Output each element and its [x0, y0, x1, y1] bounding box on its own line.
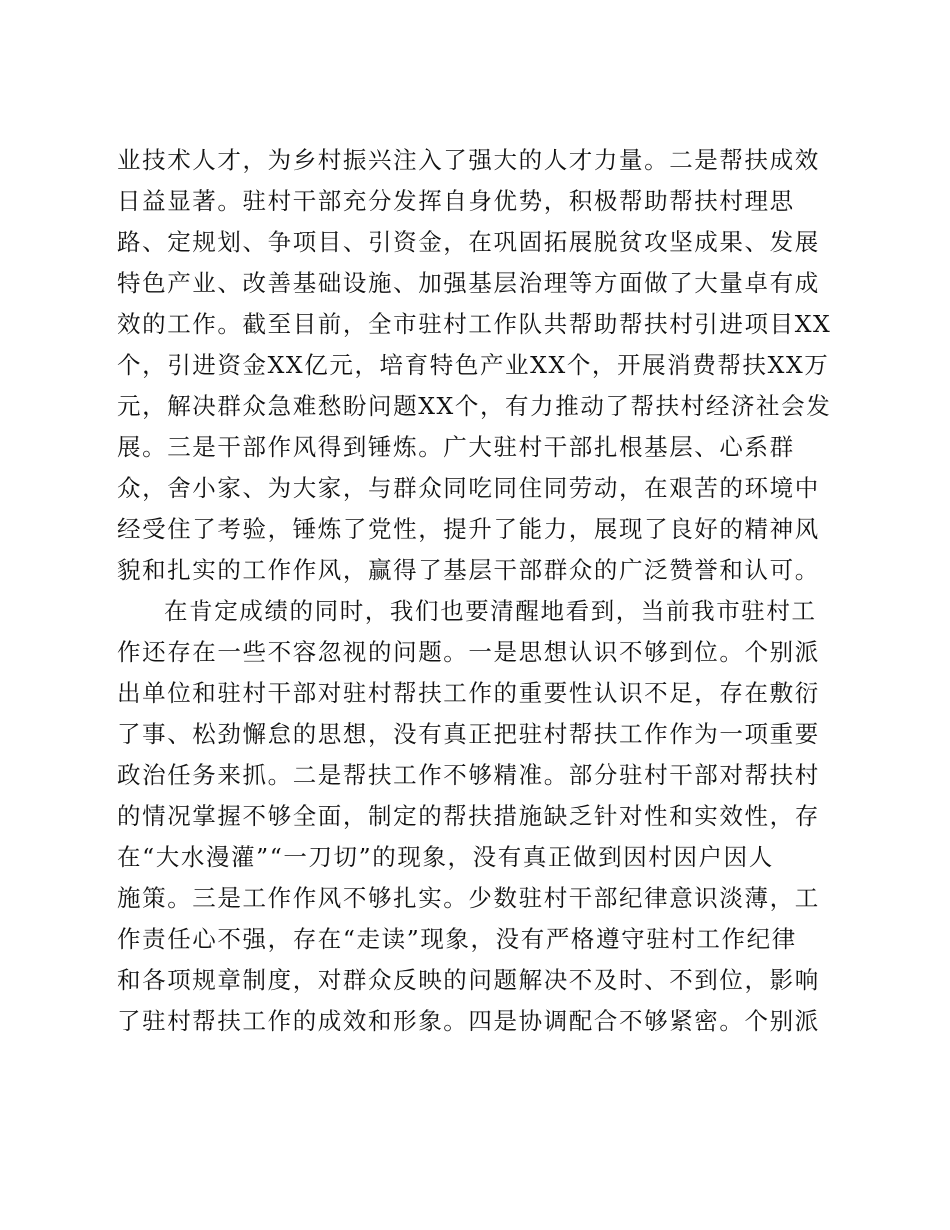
text-line: 政治任务来抓。二是帮扶工作不够精准。部分驻村干部对帮扶村	[117, 761, 820, 789]
text-line: 貌和扎实的工作作风，赢得了基层干部群众的广泛赞誉和认可。	[117, 556, 820, 584]
document-body	[117, 140, 837, 1042]
text-line: 作还存在一些不容忽视的问题。一是思想认识不够到位。个别派	[117, 638, 820, 666]
text-line: 经受住了考验，锤炼了党性，提升了能力，展现了良好的精神风	[117, 515, 820, 543]
text-line: 日益显著。驻村干部充分发挥自身优势，积极帮助帮扶村理思	[117, 187, 795, 215]
text-line: 作责任心不强，存在“走读”现象，没有严格遵守驻村工作纪律	[117, 925, 797, 953]
text-line: 众，舍小家、为大家，与群众同吃同住同劳动，在艰苦的环境中	[117, 474, 820, 502]
text-line: 出单位和驻村干部对驻村帮扶工作的重要性认识不足，存在敷衍	[117, 679, 820, 707]
text-line: 在肯定成绩的同时，我们也要清醒地看到，当前我市驻村工	[164, 597, 817, 625]
text-line: 效的工作。截至目前，全市驻村工作队共帮助帮扶村引进项目XX	[117, 310, 832, 338]
text-line: 的情况掌握不够全面，制定的帮扶措施缺乏针对性和实效性，存	[117, 802, 820, 830]
text-line: 和各项规章制度，对群众反映的问题解决不及时、不到位，影响	[117, 966, 820, 994]
paragraph-problems	[117, 591, 837, 1042]
text-line: 在“大水漫灌”“一刀切”的现象，没有真正做到因村因户因人	[117, 843, 774, 871]
text-line: 业技术人才，为乡村振兴注入了强大的人才力量。二是帮扶成效	[117, 146, 820, 174]
text-line: 路、定规划、争项目、引资金，在巩固拓展脱贫攻坚成果、发展	[117, 228, 820, 256]
text-line: 展。三是干部作风得到锤炼。广大驻村干部扎根基层、心系群	[117, 433, 795, 461]
text-line: 元，解决群众急难愁盼问题XX个，有力推动了帮扶村经济社会发	[117, 392, 832, 420]
text-line: 施策。三是工作作风不够扎实。少数驻村干部纪律意识淡薄，工	[117, 884, 820, 912]
text-line: 个，引进资金XX亿元，培育特色产业XX个，开展消费帮扶XX万	[117, 351, 830, 379]
text-line: 了事、松劲懈怠的思想，没有真正把驻村帮扶工作作为一项重要	[117, 720, 820, 748]
text-line: 特色产业、改善基础设施、加强基层治理等方面做了大量卓有成	[117, 269, 820, 297]
text-line: 了驻村帮扶工作的成效和形象。四是协调配合不够紧密。个别派	[117, 1007, 820, 1035]
paragraph-achievements	[117, 140, 837, 591]
